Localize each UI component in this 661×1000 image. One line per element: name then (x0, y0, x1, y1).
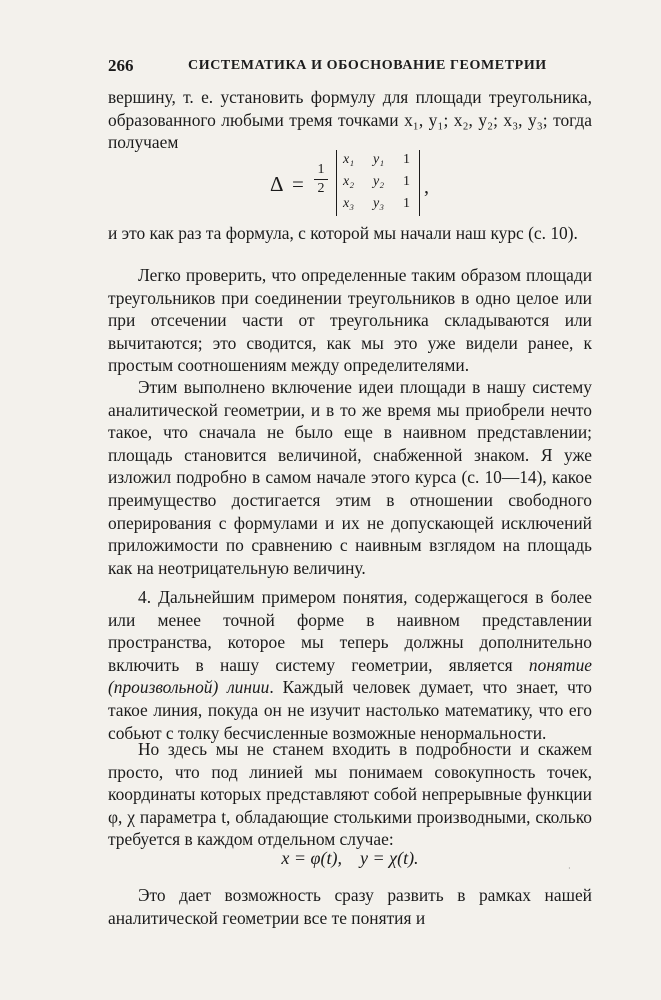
formula-comma: , (424, 176, 429, 198)
paragraph-7-text: Это дает возможность сразу развить в рамках нашей аналитической геометрии все те понятия и (108, 885, 592, 928)
paragraph-5-start: 4. Дальнейшим примером понятия, содержащегося в более или менее точной форме в наивном представлении пространства, которое мы теперь должны дополнительно включить в нашу систему геометрии, является (108, 587, 592, 675)
paragraph-1 (108, 86, 592, 154)
determinant-row (337, 152, 419, 174)
area-determinant-formula (270, 150, 440, 218)
det-cell: x₂ (343, 174, 355, 189)
paragraph-5 (108, 586, 592, 744)
equals-sign: = (292, 172, 304, 196)
fraction-denominator: 2 (317, 181, 325, 196)
paragraph-5-text (108, 586, 592, 744)
paragraph-4-text: Этим выполнено включение идеи площади в нашу систему аналитической геометрии, и в то же время мы приобрели нечто такое, что сначала не было еще в наивном представлении; площадь становится величиной, снабженной знаком. Я уже изложил подробно в самом начале этого курса (с. 10—14), какое преимущество достигается этим в отношении свободного оперирования с формулами и их не допускающей исключений приложимости по сравнению с наивным взглядом на площадь как на неотрицательную величину. (108, 377, 592, 578)
paragraph-5-end: . Каждый человек думает, что знает, что такое линия, покуда он не изучит настолько математику, что его собьют с толку бесчисленные возможные ненормальности. (108, 677, 592, 743)
paragraph-1-text: вершину, т. е. установить формулу для площади треугольника, образованного любыми тремя точками x₁, y₁; x₂, y₂; x₃, y₃; тогда получаем (108, 87, 592, 153)
det-cell: y₃ (373, 196, 385, 211)
det-cell: y₁ (373, 152, 385, 167)
italic-term-line: понятие (произвольной) линии (108, 654, 592, 698)
page-number: 266 (108, 56, 134, 75)
delta-symbol: Δ (270, 172, 284, 196)
paragraph-2 (108, 222, 592, 245)
paragraph-4 (108, 376, 592, 579)
paragraph-3 (108, 264, 592, 377)
running-title: СИСТЕМАТИКА И ОБОСНОВАНИЕ ГЕОМЕТРИИ (188, 58, 547, 73)
formula-y-part: y = χ(t). (360, 848, 419, 868)
paragraph-7 (108, 884, 592, 929)
det-cell: 1 (403, 174, 410, 189)
parametric-curve-formula (108, 848, 592, 869)
det-cell: y₂ (373, 174, 385, 189)
page-header (108, 56, 592, 80)
paragraph-6 (108, 738, 592, 851)
paragraph-2-text: и это как раз та формула, с которой мы начали наш курс (с. 10). (108, 223, 578, 243)
determinant-row (337, 174, 419, 196)
formula-x-part: x = φ(t), (281, 848, 343, 868)
fraction-numerator: 1 (317, 162, 325, 177)
det-cell: 1 (403, 152, 410, 167)
fraction-bar (314, 179, 328, 180)
det-cell: x₃ (343, 196, 355, 211)
determinant (336, 150, 420, 216)
paragraph-3-text: Легко проверить, что определенные таким образом площади треугольников при соединении треугольников в одно целое или при отсечении части от треугольника складываются или вычитаются; это сводится, как мы это уже видели ранее, к простым соотношениям между определителями. (108, 265, 592, 376)
stray-dot-mark: · (568, 864, 571, 873)
one-half-fraction (314, 162, 328, 197)
determinant-row (337, 196, 419, 218)
det-cell: 1 (403, 196, 410, 211)
det-cell: x₁ (343, 152, 355, 167)
paragraph-6-text: Но здесь мы не станем входить в подробности и скажем просто, что под линией мы понимаем совокупность точек, координаты которых представляют собой непрерывные функции φ, χ параметра t, обладающие столькими производными, сколько требуется в каждом отдельном случае: (108, 739, 592, 850)
